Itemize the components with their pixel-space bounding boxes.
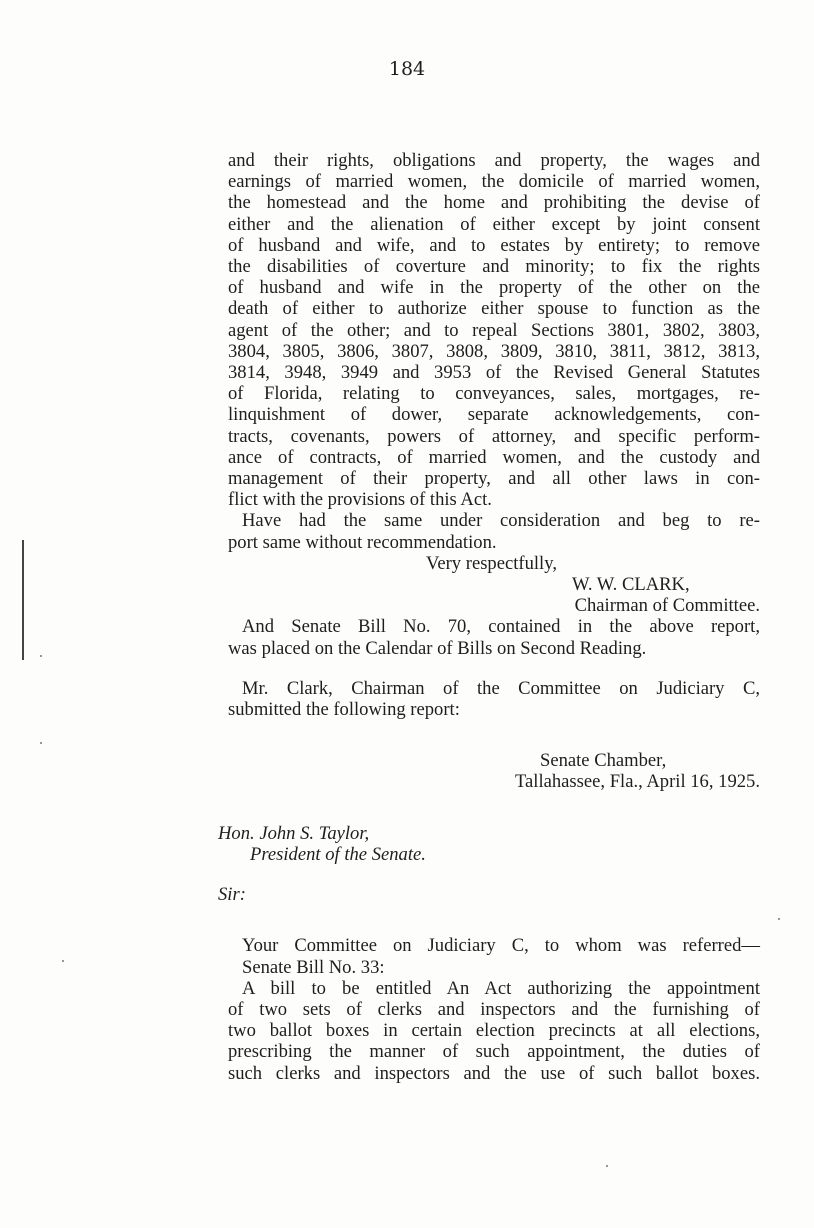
text-line: two ballot boxes in certain election precincts at all elections, (228, 1020, 760, 1042)
addressee-title: President of the Senate. (250, 843, 426, 865)
text-line: tracts, covenants, powers of attorney, and specific perform- (228, 425, 760, 447)
paragraph-bill-title-continued (228, 150, 760, 510)
document-body (218, 150, 760, 1084)
text-line: of two sets of clerks and inspectors and the furnishing of (228, 998, 760, 1020)
margin-dot (778, 918, 780, 920)
text-line: And Senate Bill No. 70, contained in the above report, (242, 616, 760, 638)
margin-dot (62, 960, 64, 962)
paragraph-new-report (228, 678, 760, 720)
margin-dot (606, 1165, 608, 1167)
margin-dot (40, 655, 42, 657)
report-location: Senate Chamber, (540, 750, 667, 772)
text-line: A bill to be entitled An Act authorizing the appointment (242, 977, 760, 999)
text-line: 3814, 3948, 3949 and 3953 of the Revised General Statutes (228, 362, 760, 384)
text-line: management of their property, and all other laws in con- (228, 468, 760, 490)
salutation: Sir: (218, 884, 246, 906)
text-line: Have had the same under consideration and beg to re- (242, 510, 760, 532)
closing: Very respectfully, (426, 552, 557, 574)
paragraph-calendar (228, 616, 760, 658)
text-line: earnings of married women, the domicile of married women, (228, 171, 760, 193)
text-line: of Florida, relating to conveyances, sales, mortgages, re- (228, 383, 760, 405)
text-line: of husband and wife, and to estates by entirety; to remove (228, 234, 760, 256)
text-line: and their rights, obligations and property, the wages and (228, 150, 760, 171)
text-line: ance of contracts, of married women, and the custody and (228, 446, 760, 468)
text-line: either and the alienation of either except by joint consent (228, 213, 760, 235)
text-line: flict with the provisions of this Act. (228, 489, 492, 511)
text-line: Senate Bill No. 33: (242, 956, 385, 978)
margin-mark (22, 540, 24, 660)
text-line: submitted the following report: (228, 699, 460, 721)
text-line: such clerks and inspectors and the use of such ballot boxes. (228, 1062, 760, 1084)
text-line: the disabilities of coverture and minority; to fix the rights (228, 256, 760, 278)
text-line: the homestead and the home and prohibiting the devise of (228, 192, 760, 214)
margin-dot (40, 742, 42, 744)
page-number: 184 (388, 58, 426, 80)
signer-name: W. W. CLARK, (572, 574, 690, 596)
text-line: was placed on the Calendar of Bills on Second Reading. (228, 637, 647, 659)
text-line: port same without recommendation. (228, 531, 497, 553)
text-line: agent of the other; and to repeal Sections 3801, 3802, 3803, (228, 319, 760, 341)
paragraph-referral (228, 935, 760, 977)
text-line: death of either to authorize either spouse to function as the (228, 298, 760, 320)
paragraph-bill-33-title (228, 978, 760, 1084)
text-line: of husband and wife in the property of the other on the (228, 277, 760, 299)
text-line: prescribing the manner of such appointment, the duties of (228, 1041, 760, 1063)
paragraph-committee-report (228, 510, 760, 552)
report-place-date: Tallahassee, Fla., April 16, 1925. (514, 771, 760, 793)
text-line: Mr. Clark, Chairman of the Committee on Judiciary C, (242, 677, 760, 699)
text-line: Your Committee on Judiciary C, to whom was referred— (242, 935, 760, 957)
addressee-name: Hon. John S. Taylor, (218, 822, 370, 844)
text-line: 3804, 3805, 3806, 3807, 3808, 3809, 3810, 3811, 3812, 3813, (228, 340, 760, 362)
signer-title: Chairman of Committee. (574, 595, 760, 617)
text-line: linquishment of dower, separate acknowledgements, con- (228, 404, 760, 426)
